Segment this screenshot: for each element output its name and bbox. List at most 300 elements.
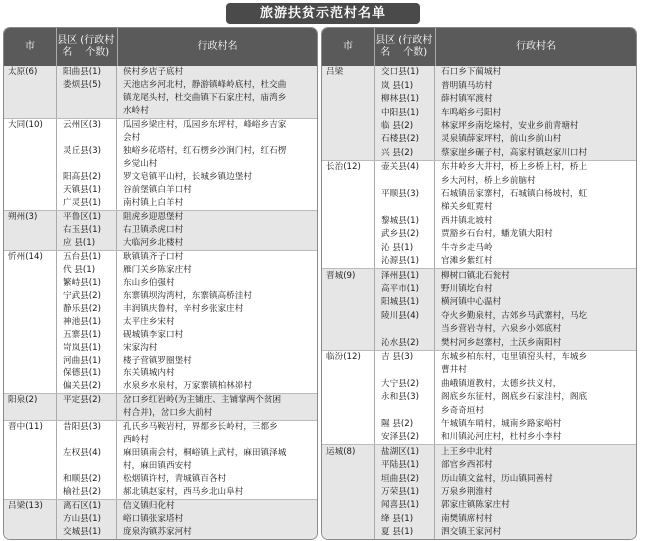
- city-cell: [322, 512, 374, 525]
- header-county-label: 县区名: [375, 35, 396, 58]
- table-row: [322, 201, 636, 214]
- table-row: [322, 526, 636, 539]
- villages-cell: 水岭村: [116, 105, 317, 118]
- table-row: [322, 431, 636, 444]
- table-row: [322, 512, 636, 525]
- villages-cell: 午城镇车哨村，城南乡路家峪村: [434, 418, 636, 431]
- villages-cell: 官滩乡紫红村: [434, 255, 636, 268]
- city-cell: [322, 486, 374, 499]
- city-cell: [322, 391, 374, 404]
- villages-cell: 宋家沟村: [116, 341, 317, 354]
- county-cell: 平顺县(3): [374, 188, 434, 201]
- city-cell: [4, 513, 56, 526]
- villages-cell: 南村镇上白羊村: [116, 197, 317, 210]
- villages-cell: 岔口乡红岩岭(为主铺庄、主铺掌两个贫困: [116, 394, 317, 407]
- villages-cell: 郭家庄镇陈家庄村: [434, 499, 636, 512]
- villages-cell: 村合并)，岔口乡大前村: [116, 407, 317, 420]
- villages-cell: 西岭村: [116, 434, 317, 447]
- county-cell: 离石区(1): [56, 500, 116, 513]
- villages-cell: 西井镇北坡村: [434, 214, 636, 227]
- table-row: [4, 250, 317, 264]
- city-cell: [4, 447, 56, 460]
- villages-cell: 楼子营镇罗圈堡村: [116, 354, 317, 367]
- city-cell: [322, 93, 374, 106]
- table-row: [322, 268, 636, 282]
- city-cell: [4, 380, 56, 393]
- table-row: [322, 283, 636, 296]
- table-row: [4, 434, 317, 447]
- villages-cell: 耿镇镇齐子口村: [116, 251, 317, 264]
- table-row: [4, 315, 317, 328]
- table-row: [322, 499, 636, 512]
- city-cell: [4, 132, 56, 145]
- city-cell: [322, 309, 374, 322]
- city-cell: [4, 184, 56, 197]
- villages-cell: 瓜园乡梁庄村，瓜园乡东坪村，峰峪乡吉家: [116, 119, 317, 132]
- city-cell: [4, 526, 56, 539]
- table-header: [322, 28, 636, 66]
- table-body: [322, 66, 636, 539]
- city-cell: [4, 277, 56, 290]
- table-row: [4, 79, 317, 92]
- villages-cell: 灵泉镇薛家坪村，前山乡前山村: [434, 133, 636, 146]
- header-county: [56, 28, 117, 66]
- table-row: [322, 79, 636, 92]
- table-row: [4, 277, 317, 290]
- county-cell: 壶关县(4): [374, 161, 434, 174]
- table-row: [322, 472, 636, 485]
- city-cell: [322, 499, 374, 512]
- table-row: [322, 106, 636, 119]
- city-cell: [4, 92, 56, 105]
- table-row: [4, 354, 317, 367]
- county-cell: 沁 县(1): [374, 241, 434, 254]
- villages-cell: 松烟镇许村，青城镇百各村: [116, 473, 317, 486]
- county-cell: 平定县(2): [56, 394, 116, 407]
- county-cell: 代 县(1): [56, 264, 116, 277]
- villages-cell: 东城乡柏东村，屯里镇窑头村，车城乡: [434, 351, 636, 364]
- villages-cell: 当乡营岩寺村，六泉乡小郊底村: [434, 323, 636, 336]
- villages-cell: 樊村河乡赵寨村，土沃乡南阳村: [434, 336, 636, 349]
- county-cell: 阳高县(2): [56, 171, 116, 184]
- table-row: [322, 188, 636, 201]
- villages-cell: 部官乡西祁村: [434, 459, 636, 472]
- villages-cell: 东井岭乡大井村，桥上乡桥上村，桥上: [434, 161, 636, 174]
- villages-cell: 柳树口镇北石瓮村: [434, 269, 636, 282]
- table-row: [322, 160, 636, 174]
- table-row: [322, 364, 636, 377]
- villages-cell: 谷前堡镇白羊口村: [116, 184, 317, 197]
- table-row: [322, 377, 636, 390]
- table-row: [322, 93, 636, 106]
- city-cell: [4, 302, 56, 315]
- county-cell: 阳曲县(1): [56, 66, 116, 79]
- city-cell: 长治(12): [326, 162, 361, 173]
- header-city: 市: [25, 41, 35, 52]
- table-row: [322, 323, 636, 336]
- villages-cell: 侯村乡店子底村: [116, 66, 317, 79]
- city-cell: [322, 364, 374, 377]
- city-cell: [322, 106, 374, 119]
- city-cell: [322, 146, 374, 159]
- table-row: [4, 328, 317, 341]
- table-row: [4, 66, 317, 79]
- city-cell: [322, 404, 374, 417]
- table-row: [322, 146, 636, 159]
- city-cell: [4, 237, 56, 250]
- table-row: [4, 237, 317, 250]
- header-villages: 行政村名: [117, 28, 317, 66]
- table-row: [322, 404, 636, 417]
- county-cell: 右玉县(1): [56, 224, 116, 237]
- city-cell: [4, 460, 56, 473]
- county-cell: 繁峙县(1): [56, 277, 116, 290]
- county-cell: 交城县(1): [56, 526, 116, 539]
- header-county-note: (行政村个数): [398, 35, 433, 58]
- right-table: [321, 27, 637, 540]
- city-cell: [4, 197, 56, 210]
- county-cell: 吉 县(3): [374, 351, 434, 364]
- villages-cell: 东寨镇坝沟湾村，东寨镇高桥洼村: [116, 289, 317, 302]
- county-cell: 保德县(1): [56, 367, 116, 380]
- villages-cell: 薛村镇军渡村: [434, 93, 636, 106]
- table-row: [4, 460, 317, 473]
- villages-cell: 阻虎乡迎恩堡村: [116, 211, 317, 224]
- villages-cell: 罗文皂镇平山村，长城乡镇边堡村: [116, 171, 317, 184]
- villages-cell: 独峪乡花塔村，红石楞乡沙涧门村，红石楞: [116, 145, 317, 158]
- county-cell: 石楼县(2): [374, 133, 434, 146]
- county-cell: 大宁县(2): [374, 377, 434, 390]
- header-county-note: (行政村个数): [80, 35, 115, 58]
- city-cell: [4, 171, 56, 184]
- villages-cell: 天池店乡河北村，静游镇峰岭底村，杜交曲: [116, 79, 317, 92]
- villages-cell: 野川镇圪台村: [434, 283, 636, 296]
- table-row: [4, 158, 317, 171]
- villages-cell: 大临河乡北楼村: [116, 237, 317, 250]
- county-cell: 沁源县(1): [374, 255, 434, 268]
- villages-cell: 右卫镇杀虎口村: [116, 224, 317, 237]
- table-row: [4, 210, 317, 224]
- header-city: 市: [343, 41, 353, 52]
- county-cell: [374, 201, 434, 214]
- table-row: [4, 118, 317, 132]
- county-cell: 河曲县(1): [56, 354, 116, 367]
- table-row: [322, 120, 636, 133]
- villages-cell: 上王乡中北村: [434, 445, 636, 458]
- city-cell: [4, 434, 56, 447]
- city-cell: [322, 133, 374, 146]
- county-cell: 昔阳县(3): [56, 421, 116, 434]
- villages-cell: 东山乡伯强村: [116, 277, 317, 290]
- city-cell: [4, 224, 56, 237]
- county-cell: 五台县(1): [56, 251, 116, 264]
- county-cell: 五寨县(1): [56, 328, 116, 341]
- villages-cell: 庞泉沟镇苏家河村: [116, 526, 317, 539]
- city-cell: [4, 289, 56, 302]
- county-cell: 平鲁区(1): [56, 211, 116, 224]
- county-cell: 临 县(2): [374, 120, 434, 133]
- city-cell: [4, 328, 56, 341]
- county-cell: [374, 364, 434, 377]
- county-cell: 榆社县(2): [56, 486, 116, 499]
- county-cell: 隰 县(2): [374, 418, 434, 431]
- villages-cell: 乡觉山村: [116, 158, 317, 171]
- table-row: [322, 255, 636, 268]
- table-row: [4, 224, 317, 237]
- county-cell: 广灵县(1): [56, 197, 116, 210]
- city-cell: [322, 377, 374, 390]
- county-cell: 闻喜县(1): [374, 499, 434, 512]
- table-row: [4, 380, 317, 393]
- villages-cell: 万泉乡荆淮村: [434, 486, 636, 499]
- villages-cell: 南樊镇席村村: [434, 512, 636, 525]
- city-cell: [322, 336, 374, 349]
- city-cell: [322, 296, 374, 309]
- county-cell: [56, 434, 116, 447]
- city-cell: [322, 255, 374, 268]
- table-row: [4, 92, 317, 105]
- table-row: [4, 513, 317, 526]
- table-row: [322, 241, 636, 254]
- left-table: [3, 27, 318, 540]
- city-cell: [322, 323, 374, 336]
- city-cell: 临汾(12): [326, 351, 361, 362]
- table-row: [4, 171, 317, 184]
- county-cell: 永和县(3): [374, 391, 434, 404]
- city-cell: [322, 228, 374, 241]
- villages-cell: 石口乡下蔺城村: [434, 66, 636, 79]
- county-cell: 阳城县(1): [374, 296, 434, 309]
- county-cell: 绛 县(1): [374, 512, 434, 525]
- table-row: [4, 486, 317, 499]
- county-cell: 交口县(1): [374, 66, 434, 79]
- villages-cell: 乡奇奇垣村: [434, 404, 636, 417]
- city-cell: [322, 120, 374, 133]
- county-cell: 垣曲县(2): [374, 472, 434, 485]
- table-row: [4, 197, 317, 210]
- city-cell: [322, 418, 374, 431]
- county-cell: 武乡县(2): [374, 228, 434, 241]
- city-cell: [4, 145, 56, 158]
- table-row: [4, 132, 317, 145]
- villages-cell: 太平庄乡宋村: [116, 315, 317, 328]
- city-cell: [322, 188, 374, 201]
- county-cell: [56, 407, 116, 420]
- table-row: [322, 309, 636, 322]
- villages-cell: 和川镇沁河庄村，杜村乡小李村: [434, 431, 636, 444]
- city-cell: [322, 459, 374, 472]
- header-county-label: 县区名: [57, 35, 78, 58]
- villages-cell: 孔氏乡马鞍岩村，界都乡长岭村，三都乡: [116, 421, 317, 434]
- table-row: [322, 336, 636, 349]
- city-cell: 吕梁(13): [8, 501, 43, 512]
- table-row: [4, 105, 317, 118]
- table-row: [4, 499, 317, 513]
- villages-cell: 村，麻田镇西安村: [116, 460, 317, 473]
- table-row: [4, 407, 317, 420]
- county-cell: 灵丘县(3): [56, 145, 116, 158]
- city-cell: [4, 315, 56, 328]
- table-row: [4, 393, 317, 407]
- city-cell: [322, 79, 374, 92]
- city-cell: 运城(8): [326, 446, 356, 457]
- table-body: [4, 66, 317, 539]
- city-cell: [4, 354, 56, 367]
- table-row: [322, 214, 636, 227]
- villages-cell: 石城镇岳家寨村，石城镇白杨坡村，虹: [434, 188, 636, 201]
- city-cell: 晋中(11): [8, 422, 43, 433]
- county-cell: 夏 县(1): [374, 526, 434, 539]
- city-cell: [322, 526, 374, 539]
- county-cell: 黎城县(1): [374, 214, 434, 227]
- county-cell: 应 县(1): [56, 237, 116, 250]
- villages-cell: 曹井村: [434, 364, 636, 377]
- table-row: [322, 350, 636, 364]
- villages-cell: 砚城镇李家口村: [116, 328, 317, 341]
- table-row: [322, 228, 636, 241]
- table-row: [322, 133, 636, 146]
- city-cell: [322, 472, 374, 485]
- city-cell: 太原(6): [8, 67, 38, 78]
- county-cell: [56, 92, 116, 105]
- table-row: [4, 420, 317, 434]
- villages-cell: 郝北镇赵家村，西马乡北山阜村: [116, 486, 317, 499]
- county-cell: [56, 158, 116, 171]
- county-cell: 娄烦县(5): [56, 79, 116, 92]
- table-row: [4, 302, 317, 315]
- header-county: [374, 28, 435, 66]
- city-cell: [322, 201, 374, 214]
- county-cell: 左权县(4): [56, 447, 116, 460]
- city-cell: [4, 407, 56, 420]
- county-cell: 宁武县(2): [56, 289, 116, 302]
- villages-cell: 阁底乡东征村，阁底乡石家洼村，阁底: [434, 391, 636, 404]
- county-cell: [56, 105, 116, 118]
- villages-cell: 会村: [116, 132, 317, 145]
- villages-cell: 镇龙尾头村，杜交曲镇下石家庄村，庙湾乡: [116, 92, 317, 105]
- county-cell: 岚 县(1): [374, 79, 434, 92]
- villages-cell: 历山镇文盆村，历山镇同善村: [434, 472, 636, 485]
- county-cell: 神池县(1): [56, 315, 116, 328]
- table-row: [322, 66, 636, 79]
- county-cell: 和顺县(2): [56, 473, 116, 486]
- villages-cell: 麻田镇南会村，桐峪镇上武村，麻田镇泽城: [116, 447, 317, 460]
- county-cell: 万荣县(1): [374, 486, 434, 499]
- city-cell: [322, 241, 374, 254]
- table-row: [4, 264, 317, 277]
- county-cell: 静乐县(2): [56, 302, 116, 315]
- table-row: [4, 289, 317, 302]
- county-cell: [374, 174, 434, 187]
- city-cell: [4, 367, 56, 380]
- county-cell: [374, 404, 434, 417]
- table-row: [322, 174, 636, 187]
- city-cell: 朔州(3): [8, 211, 38, 222]
- county-cell: 陵川县(4): [374, 309, 434, 322]
- city-cell: [322, 431, 374, 444]
- villages-cell: 曲峨镇道教村，太德乡扶义村，: [434, 377, 636, 390]
- county-cell: 兴 县(2): [374, 146, 434, 159]
- county-cell: 安泽县(2): [374, 431, 434, 444]
- table-row: [322, 459, 636, 472]
- county-cell: 盐湖区(1): [374, 445, 434, 458]
- county-cell: 方山县(1): [56, 513, 116, 526]
- county-cell: 偏关县(2): [56, 380, 116, 393]
- city-cell: [4, 473, 56, 486]
- villages-cell: 横河镇中心温村: [434, 296, 636, 309]
- county-cell: 岢岚县(1): [56, 341, 116, 354]
- city-cell: 阳泉(2): [8, 395, 38, 406]
- city-cell: 晋城(9): [326, 270, 356, 281]
- table-row: [4, 145, 317, 158]
- county-cell: 柳林县(1): [374, 93, 434, 106]
- county-cell: 云州区(3): [56, 119, 116, 132]
- table-row: [4, 526, 317, 539]
- table-row: [4, 447, 317, 460]
- city-cell: [4, 264, 56, 277]
- page-title: 旅游扶贫示范村名单: [226, 3, 420, 24]
- county-cell: [56, 132, 116, 145]
- table-header: [4, 28, 317, 66]
- city-cell: [322, 174, 374, 187]
- villages-cell: 丰润镇庆鲁村，辛村乡张家庄村: [116, 302, 317, 315]
- villages-cell: 乡大河村，桥上乡前脑村: [434, 174, 636, 187]
- villages-cell: 峪口镇张家塔村: [116, 513, 317, 526]
- county-cell: 泽州县(1): [374, 269, 434, 282]
- villages-cell: 水泉乡水泉村，万家寨镇柏林峁村: [116, 380, 317, 393]
- villages-cell: 梯关乡虹霓村: [434, 201, 636, 214]
- city-cell: 忻州(14): [8, 251, 43, 262]
- city-cell: [4, 341, 56, 354]
- county-cell: 平陆县(1): [374, 459, 434, 472]
- villages-cell: 车鸣峪乡弓阳村: [434, 106, 636, 119]
- county-cell: [374, 323, 434, 336]
- villages-cell: 夺火乡勤泉村，古郊乡马武寨村，马圪: [434, 309, 636, 322]
- city-cell: [322, 283, 374, 296]
- villages-cell: 牛寺乡走马岭: [434, 241, 636, 254]
- city-cell: [4, 158, 56, 171]
- villages-cell: 林家坪乡南圪垛村，安业乡前青塘村: [434, 120, 636, 133]
- city-cell: [4, 486, 56, 499]
- city-cell: 吕梁: [326, 67, 344, 78]
- villages-cell: 贾豁乡石台村，蟠龙镇大阳村: [434, 228, 636, 241]
- county-cell: 天镇县(1): [56, 184, 116, 197]
- villages-cell: 泗交镇王家河村: [434, 526, 636, 539]
- table-row: [4, 341, 317, 354]
- table-row: [322, 486, 636, 499]
- table-row: [322, 418, 636, 431]
- table-row: [322, 444, 636, 458]
- table-row: [4, 473, 317, 486]
- table-row: [322, 391, 636, 404]
- villages-cell: 普明镇马坊村: [434, 79, 636, 92]
- county-cell: 中阳县(1): [374, 106, 434, 119]
- county-cell: 高平市(1): [374, 283, 434, 296]
- villages-cell: 蔡家崖乡碾子村，高家村镇赵家川口村: [434, 146, 636, 159]
- villages-cell: 信义镇归化村: [116, 500, 317, 513]
- villages-cell: 东关镇城内村: [116, 367, 317, 380]
- header-villages: 行政村名: [435, 28, 636, 66]
- county-cell: [56, 460, 116, 473]
- city-cell: [4, 105, 56, 118]
- city-cell: [322, 214, 374, 227]
- table-row: [322, 296, 636, 309]
- city-cell: [4, 79, 56, 92]
- county-cell: 沁水县(2): [374, 336, 434, 349]
- table-row: [4, 184, 317, 197]
- villages-cell: 雁门关乡陈家庄村: [116, 264, 317, 277]
- table-row: [4, 367, 317, 380]
